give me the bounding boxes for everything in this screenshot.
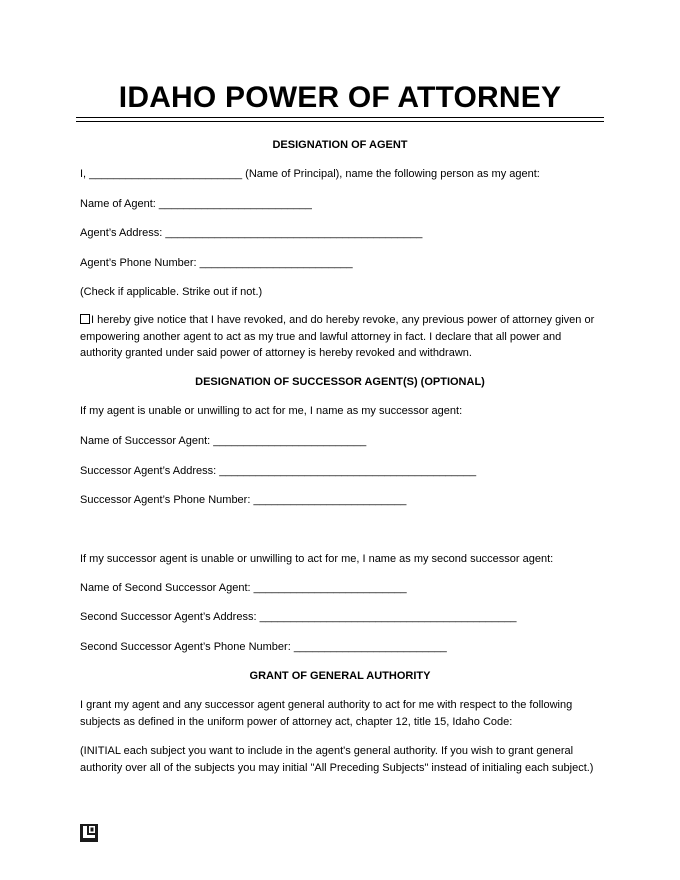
second-successor-address-field[interactable]: Second Successor Agent’s Address: __________________________________________ bbox=[80, 611, 517, 623]
general-authority-paragraph: I grant my agent and any successor agent general authority to act for me with respect to the following subjects as defined in the uniform power of attorney act, chapter 12, title 15, Idaho Code: bbox=[80, 699, 573, 728]
agent-address-field[interactable]: Agent’s Address: __________________________________________ bbox=[80, 227, 423, 239]
heading-general-authority: GRANT OF GENERAL AUTHORITY bbox=[249, 670, 431, 682]
check-note: (Check if applicable. Strike out if not.) bbox=[80, 286, 263, 298]
title-rule-bottom bbox=[76, 121, 604, 122]
initial-instructions-paragraph: (INITIAL each subject you want to include in the agent's general authority. If you wish to grant general authority over all of the subjects you may initial "All Preceding Subjects" instead of initialing each subject.) bbox=[80, 745, 594, 774]
second-successor-intro: If my successor agent is unable or unwilling to act for me, I name as my second successor agent: bbox=[80, 553, 554, 565]
agent-name-field[interactable]: Name of Agent: _________________________ bbox=[80, 198, 312, 210]
revocation-paragraph bbox=[80, 312, 605, 362]
successor-address-field[interactable]: Successor Agent’s Address: __________________________________________ bbox=[80, 465, 477, 477]
successor-name-field[interactable]: Name of Successor Agent: _________________________ bbox=[80, 435, 367, 447]
second-successor-phone-field[interactable]: Second Successor Agent’s Phone Number: _________________________ bbox=[80, 641, 447, 653]
heading-designation-of-agent: DESIGNATION OF AGENT bbox=[272, 139, 408, 151]
successor-intro: If my agent is unable or unwilling to act for me, I name as my successor agent: bbox=[80, 405, 463, 417]
heading-successor-agents: DESIGNATION OF SUCCESSOR AGENT(S) (OPTIONAL) bbox=[195, 376, 485, 388]
revocation-text: I hereby give notice that I have revoked, and do hereby revoke, any previous power of attorney given or empowering another agent to act as my true and lawful attorney in fact. I declare that all power and authority granted under said power of attorney is hereby revoked and withdrawn. bbox=[80, 314, 595, 359]
checkbox-icon[interactable] bbox=[80, 314, 90, 324]
document-title: IDAHO POWER OF ATTORNEY bbox=[118, 81, 562, 114]
principal-name-line[interactable]: I, _________________________ (Name of Principal), name the following person as my agent: bbox=[80, 168, 540, 180]
second-successor-name-field[interactable]: Name of Second Successor Agent: _________________________ bbox=[80, 582, 407, 594]
legal-templates-logo-icon bbox=[80, 824, 98, 842]
agent-phone-field[interactable]: Agent’s Phone Number: _________________________ bbox=[80, 257, 353, 269]
successor-phone-field[interactable]: Successor Agent’s Phone Number: _________________________ bbox=[80, 494, 407, 506]
title-rule-top bbox=[76, 117, 604, 118]
